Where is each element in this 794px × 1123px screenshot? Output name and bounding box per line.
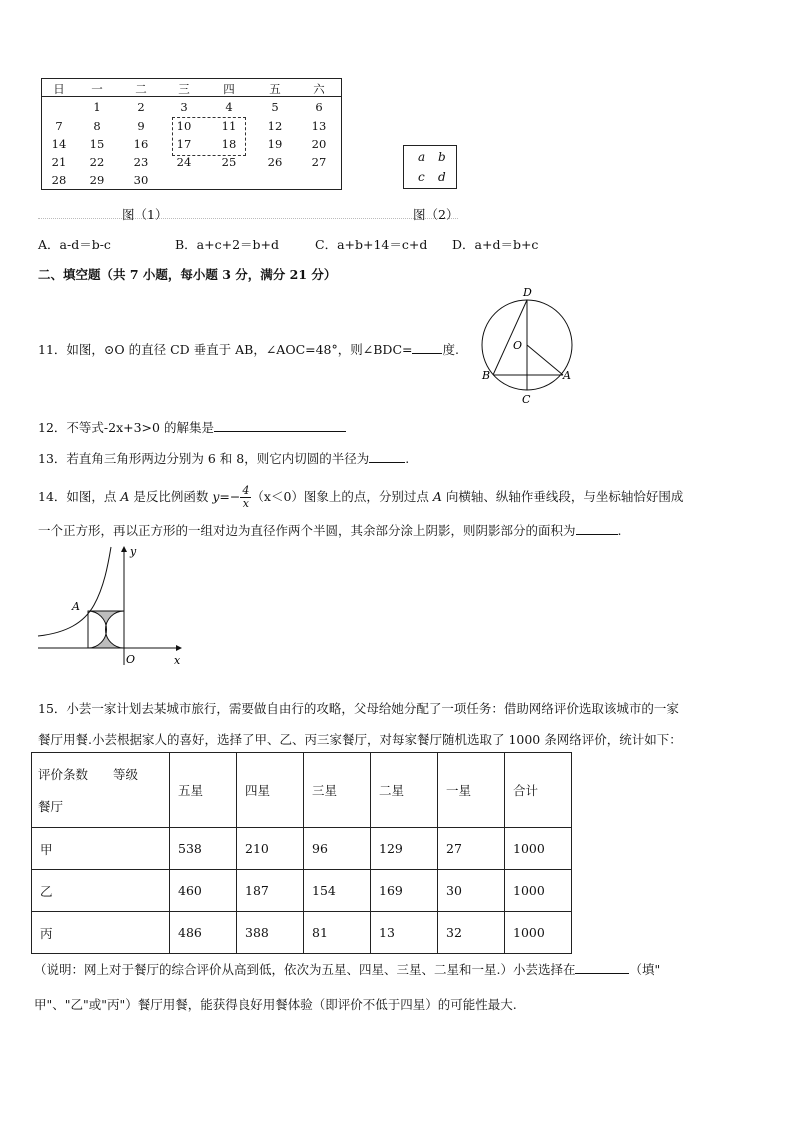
q12-text xyxy=(38,418,346,436)
corner-bottom-label: 餐厅 xyxy=(38,799,64,814)
row-name: 乙 xyxy=(32,870,170,912)
table-cell: 154 xyxy=(304,870,371,912)
table-cell: 460 xyxy=(170,870,237,912)
q14-blank xyxy=(576,522,618,535)
option-d: D．a+d＝b+c xyxy=(452,237,539,252)
calendar-day: 23 xyxy=(133,155,149,169)
q14-yeq: y=− xyxy=(212,489,241,504)
header-one-star: 一星 xyxy=(438,753,505,828)
figure2-caption: 图（2） xyxy=(413,207,459,222)
calendar-day: 14 xyxy=(51,137,67,151)
table-cell: 27 xyxy=(438,828,505,870)
q14-part-c: 图象上的点，分别过点 xyxy=(303,489,433,504)
calendar-day: 17 xyxy=(176,137,192,151)
table-cell: 129 xyxy=(371,828,438,870)
table-cell: 32 xyxy=(438,912,505,954)
table-cell: 13 xyxy=(371,912,438,954)
table-cell: 30 xyxy=(438,870,505,912)
q14-line2 xyxy=(38,521,622,539)
label-d: D xyxy=(523,286,532,299)
table-cell: 210 xyxy=(237,828,304,870)
header-two-star: 二星 xyxy=(371,753,438,828)
q15-note-line2: 甲"、"乙"或"丙"）餐厅用餐，能获得良好用餐体验（即评价不低于四星）的可能性最大. xyxy=(34,997,517,1012)
table-header-row xyxy=(32,753,572,828)
graph-a-label: A xyxy=(72,600,80,613)
calendar-day: 29 xyxy=(89,173,105,187)
calendar-day: 27 xyxy=(311,155,327,169)
q12-stem: 12．不等式-2x+3>0 的解集是 xyxy=(38,420,214,435)
q13-blank xyxy=(369,450,405,463)
calendar-day: 1 xyxy=(93,100,101,114)
calendar-day: 4 xyxy=(225,100,233,114)
radius-oa xyxy=(527,345,563,375)
table-cell: 486 xyxy=(170,912,237,954)
fig2-c: c xyxy=(418,170,425,184)
calendar-day: 13 xyxy=(311,119,327,133)
option-b: B．a+c+2＝b+d xyxy=(175,237,280,252)
table-row xyxy=(32,912,572,954)
q14-part-a: 14．如图，点 xyxy=(38,489,121,504)
header-total: 合计 xyxy=(505,753,572,828)
q11-circle-figure xyxy=(478,285,578,407)
table-cell: 1000 xyxy=(505,828,572,870)
table-cell: 96 xyxy=(304,828,371,870)
calendar-weekday: 五 xyxy=(269,82,281,96)
figure1-caption: 图（1） xyxy=(122,207,168,222)
table-row xyxy=(32,870,572,912)
q11-blank xyxy=(412,341,442,354)
label-o: O xyxy=(513,339,523,352)
graph-y-label: y xyxy=(130,545,137,558)
label-a: A xyxy=(563,369,571,382)
calendar-day: 9 xyxy=(137,119,145,133)
q14-graph xyxy=(36,543,186,668)
q15-blank xyxy=(575,961,629,974)
option-a: A．a-d＝b-c xyxy=(38,237,111,252)
header-four-star: 四星 xyxy=(237,753,304,828)
calendar-day: 11 xyxy=(221,119,237,133)
q14-part-b: 是反比例函数 xyxy=(129,489,213,504)
fig2-a: a xyxy=(418,150,426,164)
fig2-d: d xyxy=(438,170,446,184)
calendar-day: 10 xyxy=(176,119,192,133)
calendar-weekday: 三 xyxy=(178,82,190,96)
q14-point-a-2: A xyxy=(432,489,442,504)
q13-text xyxy=(38,449,409,467)
q14-num: 4 xyxy=(242,484,250,497)
calendar-day: 7 xyxy=(55,119,63,133)
calendar-day: 28 xyxy=(51,173,67,187)
calendar-day: 2 xyxy=(137,100,145,114)
calendar-day: 22 xyxy=(89,155,105,169)
q15-note-b: （填" xyxy=(629,962,661,977)
calendar-day: 30 xyxy=(133,173,149,187)
section-title: 二、填空题（共 7 小题，每小题 3 分，满分 21 分） xyxy=(38,267,337,282)
q14-part-d: 向横轴、纵轴作垂线段，与坐标轴恰好围成 xyxy=(441,489,684,504)
table-cell: 187 xyxy=(237,870,304,912)
table-cell: 1000 xyxy=(505,912,572,954)
fig2-b: b xyxy=(438,150,446,164)
calendar-day: 26 xyxy=(267,155,283,169)
row-name: 丙 xyxy=(32,912,170,954)
graph-x-label: x xyxy=(174,654,181,667)
calendar-day: 18 xyxy=(221,137,237,151)
q12-blank xyxy=(214,419,346,432)
q15-note-line1 xyxy=(34,960,660,978)
calendar-day: 25 xyxy=(221,155,237,169)
q11-before: 11．如图，⊙O 的直径 CD 垂直于 AB，∠AOC=48°，则∠BDC= xyxy=(38,342,413,357)
calendar-figure xyxy=(41,78,342,190)
q13-end: . xyxy=(405,451,410,466)
table-cell: 81 xyxy=(304,912,371,954)
calendar-day: 5 xyxy=(271,100,279,114)
ratings-table xyxy=(31,752,572,954)
q11-text xyxy=(38,340,459,358)
calendar-weekday: 日 xyxy=(53,82,65,96)
q15-note-a: （说明：网上对于餐厅的综合评价从高到低，依次为五星、四星、三星、二星和一星.）小芸选择在 xyxy=(34,962,576,977)
q14-cond: （x＜0） xyxy=(251,489,304,504)
hyperbola-curve xyxy=(38,547,111,636)
calendar-day: 3 xyxy=(180,100,188,114)
label-b: B xyxy=(482,369,491,382)
calendar-weekday: 二 xyxy=(135,82,147,96)
table-cell: 388 xyxy=(237,912,304,954)
table-cell: 1000 xyxy=(505,870,572,912)
calendar-day: 19 xyxy=(267,137,283,151)
label-c: C xyxy=(522,393,531,406)
header-five-star: 五星 xyxy=(170,753,237,828)
q14-line1 xyxy=(38,485,683,510)
q14-den: x xyxy=(242,497,249,510)
calendar-weekday: 四 xyxy=(223,82,235,96)
table-cell: 538 xyxy=(170,828,237,870)
figure2-box xyxy=(403,145,457,189)
q15-line2: 餐厅用餐.小芸根据家人的喜好，选择了甲、乙、丙三家餐厅，对每家餐厅随机选取了 1000 条网络评价，统计如下： xyxy=(38,732,682,747)
row-name: 甲 xyxy=(32,828,170,870)
calendar-day: 15 xyxy=(89,137,105,151)
header-three-star: 三星 xyxy=(304,753,371,828)
q11-after: 度. xyxy=(442,342,459,357)
table-cell: 169 xyxy=(371,870,438,912)
calendar-day: 8 xyxy=(93,119,101,133)
calendar-day: 12 xyxy=(267,119,283,133)
calendar-day: 24 xyxy=(176,155,192,169)
table-row xyxy=(32,828,572,870)
graph-o-label: O xyxy=(126,653,136,666)
calendar-day: 21 xyxy=(51,155,67,169)
calendar-day: 20 xyxy=(311,137,327,151)
option-c: C．a+b+14＝c+d xyxy=(315,237,428,252)
chord-db xyxy=(493,300,527,375)
q14-line2-text: 一个正方形，再以正方形的一组对边为直径作两个半圆，其余部分涂上阴影，则阴影部分的面积为 xyxy=(38,523,576,538)
q15-line1: 15．小芸一家计划去某城市旅行，需要做自由行的攻略，父母给她分配了一项任务：借助网络评价选取该城市的一家 xyxy=(38,701,679,716)
q14-point-a: A xyxy=(120,489,130,504)
table-corner-cell xyxy=(32,753,170,828)
calendar-day: 16 xyxy=(133,137,149,151)
calendar-day: 6 xyxy=(315,100,323,114)
corner-top-label: 评价条数 等级 xyxy=(38,767,139,782)
calendar-weekday: 六 xyxy=(313,82,325,96)
calendar-weekday: 一 xyxy=(91,82,103,96)
q14-fraction xyxy=(240,485,251,510)
selection-dashed-box xyxy=(172,117,246,156)
q14-end: . xyxy=(617,523,622,538)
figure-baseline xyxy=(38,218,458,219)
q13-stem: 13．若直角三角形两边分别为 6 和 8，则它内切圆的半径为 xyxy=(38,451,370,466)
